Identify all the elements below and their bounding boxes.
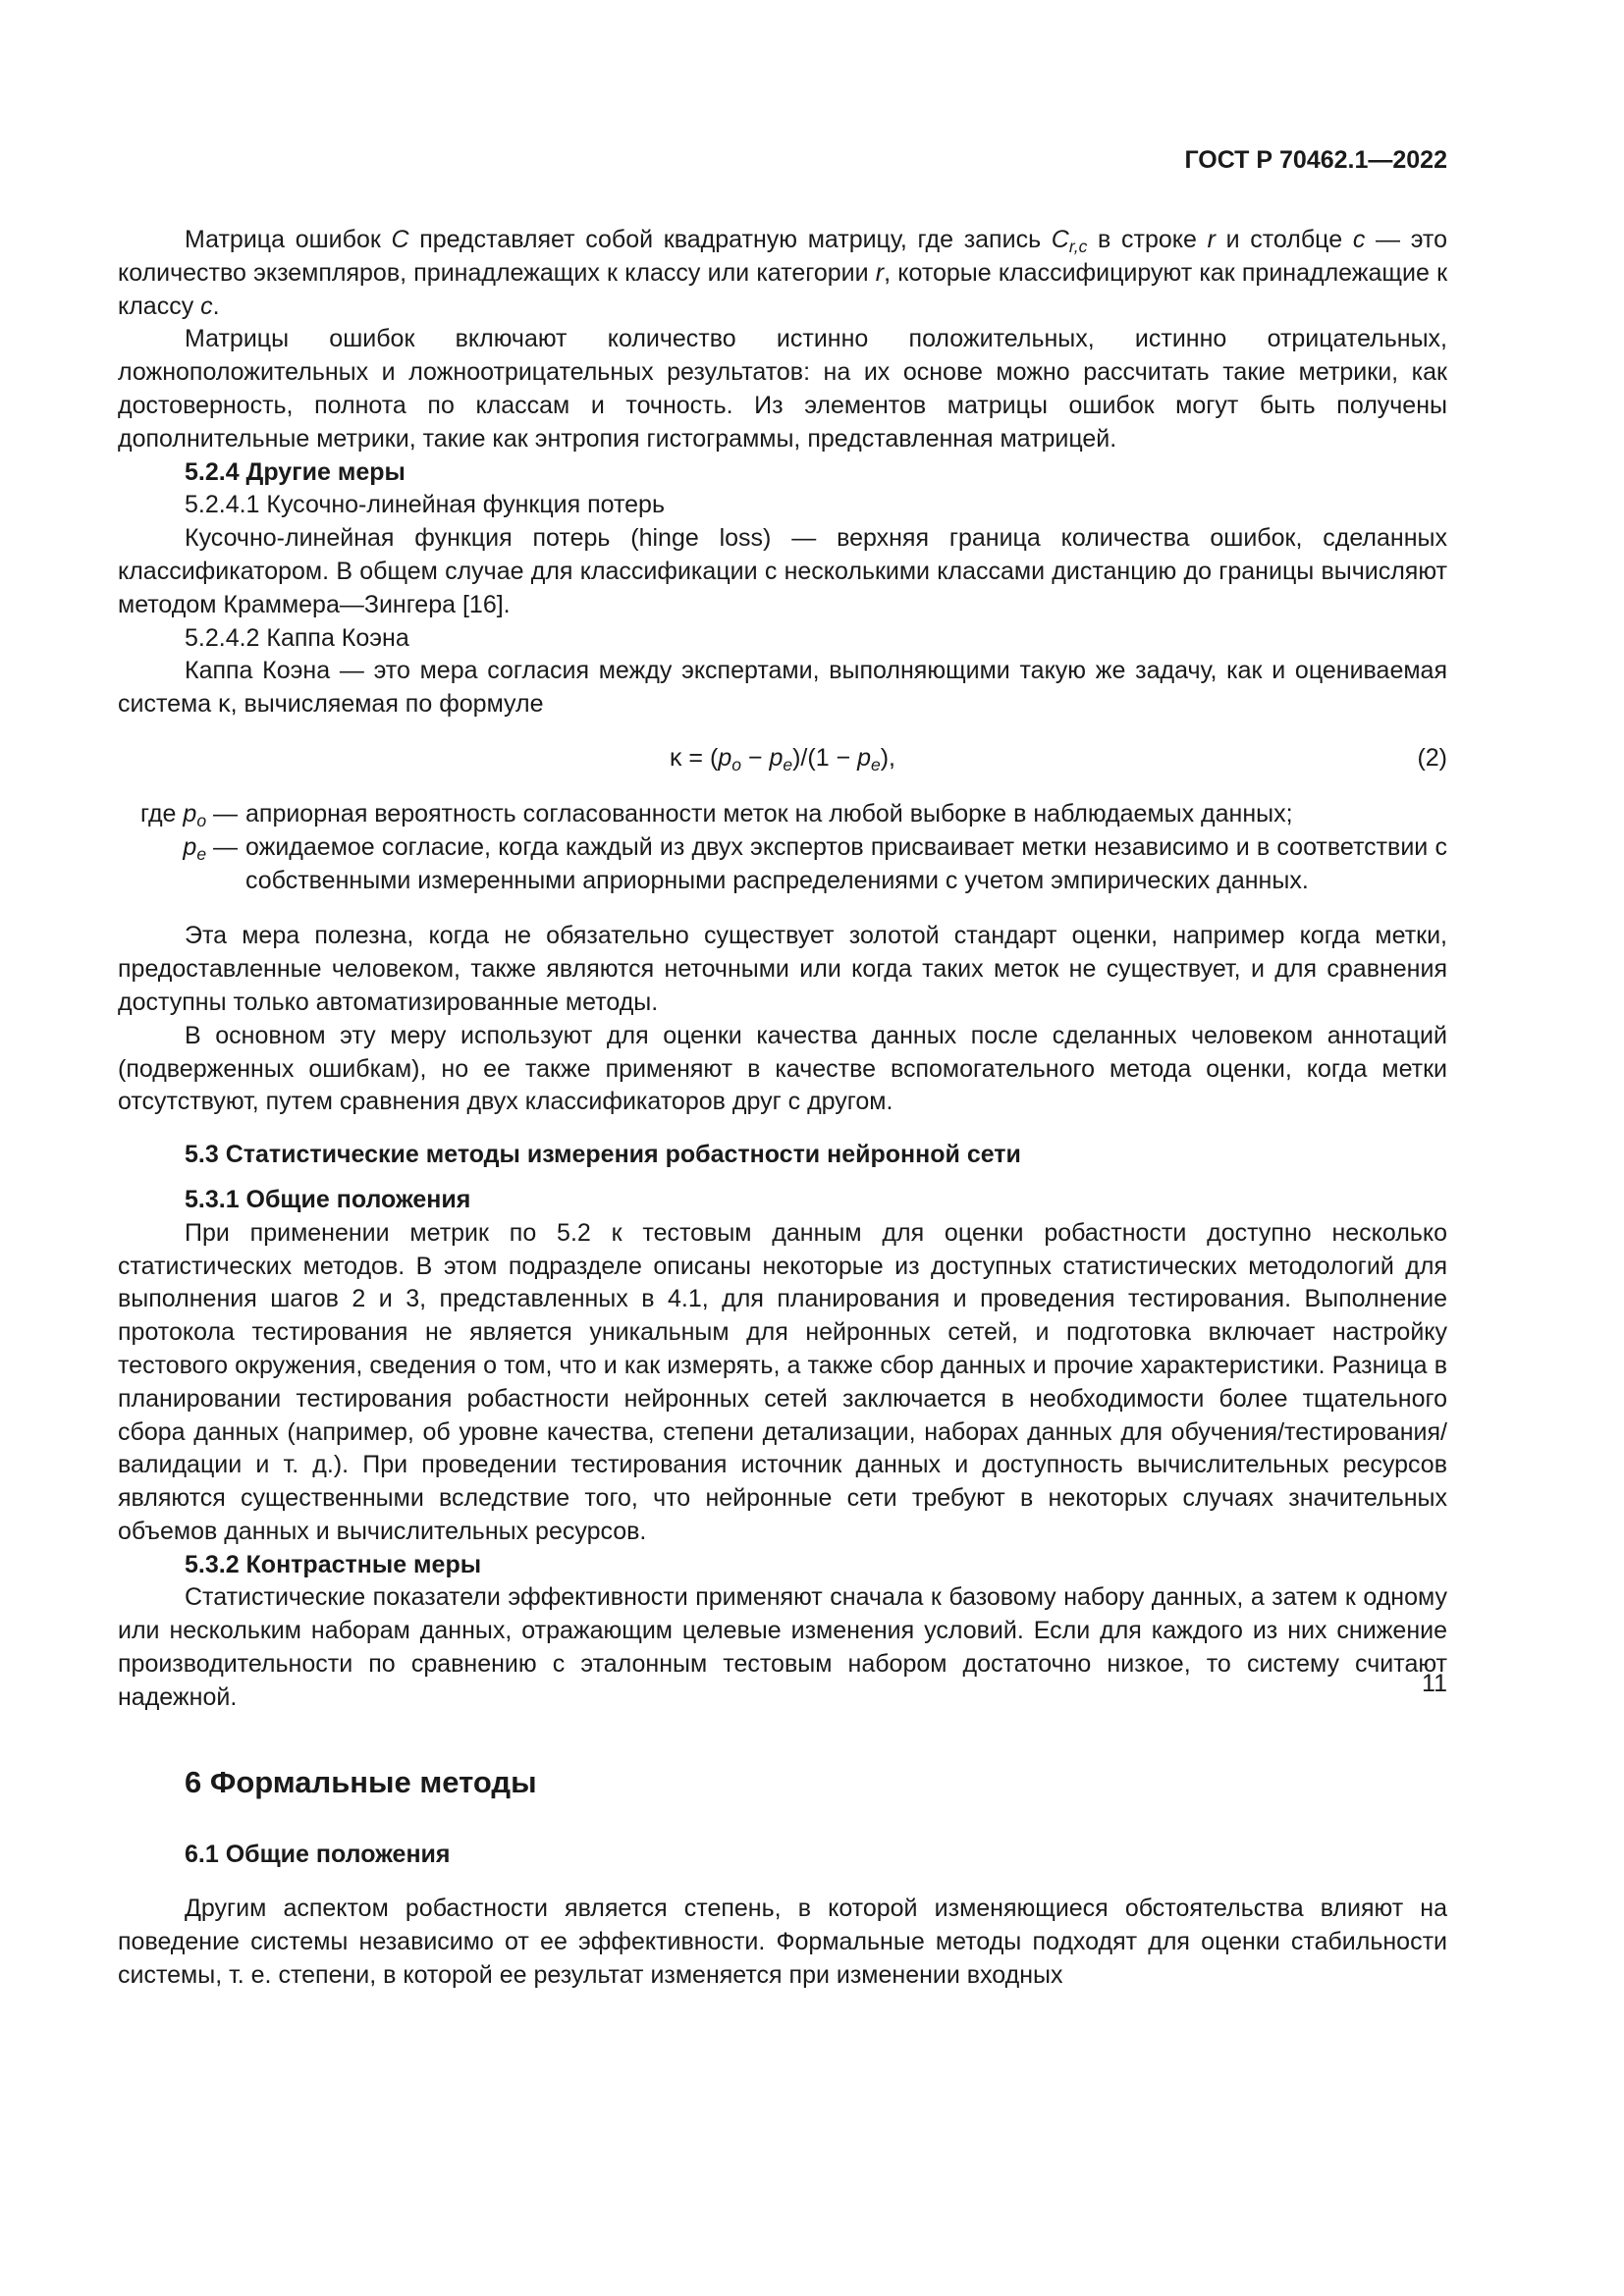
heading-5-2-4: 5.2.4 Другие меры [185, 457, 406, 486]
page-number: 11 [1422, 1670, 1447, 1697]
heading-5-2-4-1: 5.2.4.1 Кусочно-линейная функция потерь [185, 491, 665, 519]
paragraph-measure-application: В основном эту меру используют для оценки качества данных после сделанных человеком аннотаций (подверженных ошибкам), но ее также применяют в качестве вспомогательного метода оценки, когда метки отсутствуют, путем сравнения двух классификаторов друг с другом. [118, 1021, 1447, 1116]
heading-5-3-2: 5.3.2 Контрастные меры [185, 1550, 482, 1578]
where-definition: априорная вероятность согласованности меток на любой выборке в наблюдаемых данных; [245, 799, 1293, 828]
where-item [118, 831, 1447, 898]
formula-expression: $\kappa = (p_o - p_e)/(1 - p_e)$, [669, 743, 896, 774]
where-definition: ожидаемое согласие, когда каждый из двух экспертов присваивает метки независимо и в соответствии с собственными измеренными априорными распределениями с учетом эмпирических данных. [245, 832, 1447, 894]
heading-5-2-4-2: 5.2.4.2 Каппа Коэна [185, 623, 409, 652]
where-term: где $p_o$ — [139, 799, 238, 830]
document-code-header: ГОСТ Р 70462.1—2022 [1184, 146, 1447, 174]
paragraph-cohen-kappa: Каппа Коэна — это мера согласия между экспертами, выполняющими такую же задачу, как и оцениваемая система κ, вычисляемая по формуле [118, 657, 1447, 719]
paragraph-5-3-2: Статистические показатели эффективности применяют сначала к базовому набору данных, а затем к одному или нескольким наборам данных, отражающим целевые изменения условий. Если для каждого из них снижение производительности по сравнению с эталонным тестовым набором достаточно низкое, то систему считают надежной. [118, 1583, 1447, 1711]
formula-number: (2) [1417, 743, 1447, 772]
paragraph-measure-usefulness: Эта мера полезна, когда не обязательно существует золотой стандарт оценки, например когда метки, предоставленные человеком, также являются неточными или когда таких меток не существует, и для сравнения доступны только автоматизированные методы. [118, 922, 1447, 1016]
paragraph-6-1: Другим аспектом робастности является степень, в которой изменяющиеся обстоятельства влияют на поведение системы независимо от ее эффективности. Формальные методы подходят для оценки стабильности системы, т. е. степени, в которой ее результат изменяется при изменении входных [118, 1895, 1447, 1990]
paragraph-confusion-matrix-metrics: Матрицы ошибок включают количество истинно положительных, истинно отрицательных, ложноположительных и ложноотрицательных результатов: на их основе можно рассчитать такие метрики, как достоверность, полнота по классам и точность. Из элементов матрицы ошибок могут быть получены дополнительные метрики, такие как энтропия гистограммы, представленная матрицей. [118, 325, 1447, 453]
page-content [118, 224, 1447, 1993]
where-term: $p_e$ — [183, 832, 238, 864]
heading-chapter-6: 6 Формальные методы [185, 1764, 537, 1799]
paragraph-hinge-loss: Кусочно-линейная функция потерь (hinge loss) — верхняя граница количества ошибок, сделанных классификатором. В общем случае для классификации с несколькими классами дистанцию до границы вычисляют методом Краммера—Зингера [16]. [118, 524, 1447, 618]
paragraph-5-3-1: При применении метрик по 5.2 к тестовым данным для оценки робастности доступно несколько статистических методов. В этом подразделе описаны некоторые из доступных статистических методологий для выполнения шагов 2 и 3, представленных в 4.1, для планирования и проведения тестирования. Выполнение протокола тестирования не является уникальным для нейронных сетей, и подготовка включает настройку тестового окружения, сведения о том, что и как измерять, а также сбор данных и прочие характеристики. Разница в планировании тестирования робастности нейронных сетей заключается в необходимости более тщательного сбора данных (например, об уровне качества, степени детализации, наборах данных для обучения/тестирования/валидации и т. д.). При проведении тестирования источник данных и доступность вычислительных ресурсов являются существенными вследствие того, что нейронные сети требуют в некоторых случаях значительных объемов данных и вычислительных ресурсов. [118, 1218, 1447, 1545]
heading-5-3: 5.3 Статистические методы измерения робастности нейронной сети [185, 1141, 1021, 1169]
paragraph-confusion-matrix-definition: Матрица ошибок C представляет собой квадратную матрицу, где запись $C_{r,c}$ в строке r и столбце c — это количество экземпляров, принадлежащих к классу или категории r, которые классифицируют как принадлежащие к классу c. [118, 226, 1448, 320]
formula-2 [118, 742, 1447, 775]
heading-5-3-1: 5.3.1 Общие положения [185, 1185, 471, 1213]
where-list [118, 798, 1447, 897]
where-item [118, 798, 1447, 831]
heading-6-1: 6.1 Общие положения [185, 1840, 451, 1868]
